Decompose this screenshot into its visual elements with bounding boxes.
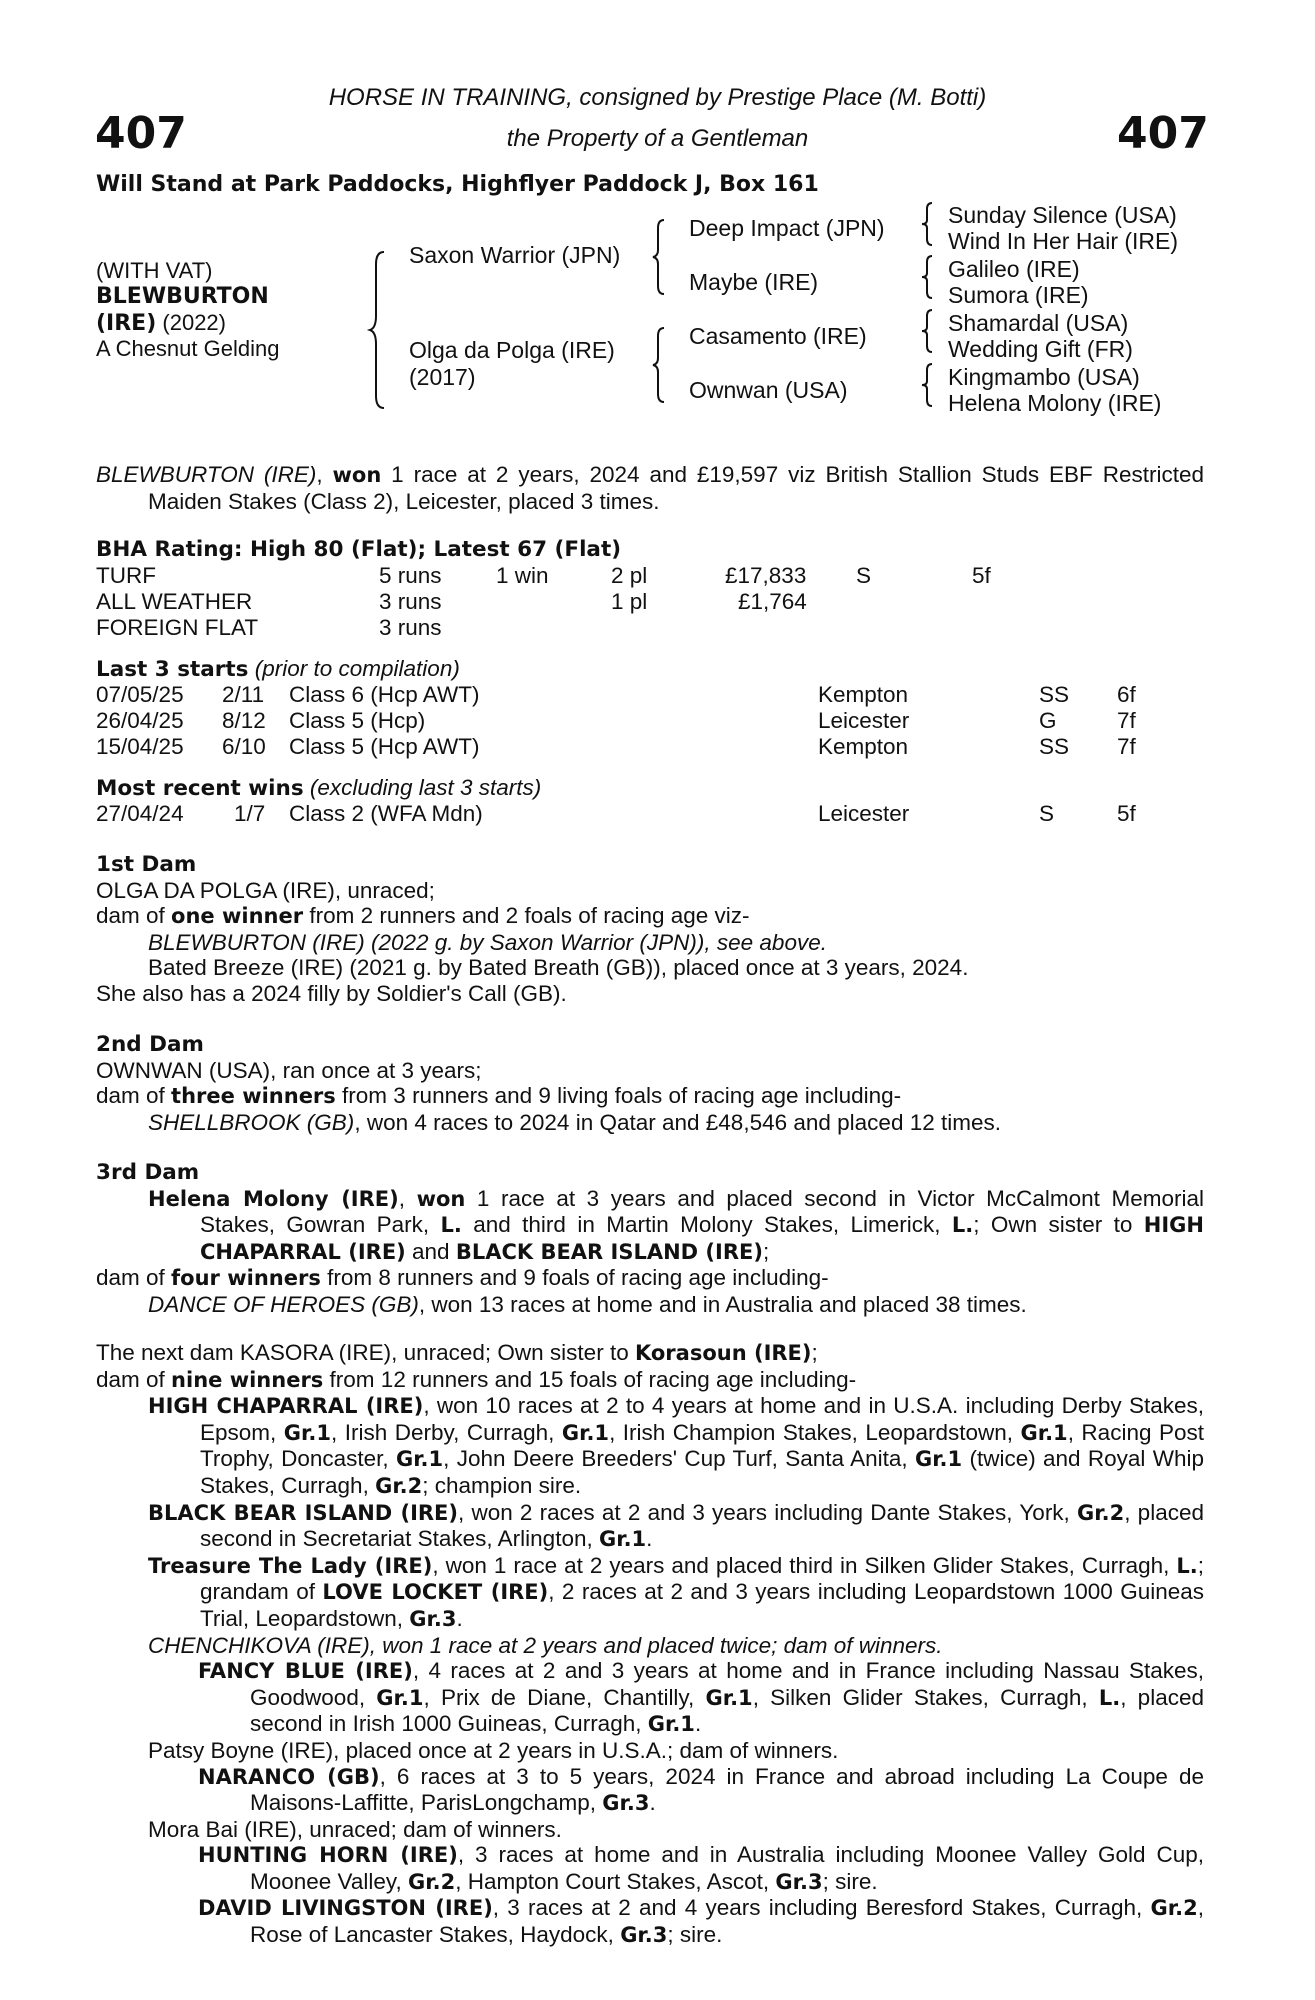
second-dam-line1: OWNWAN (USA), ran once at 3 years;	[96, 1057, 482, 1083]
produce-high-chaparral	[96, 1393, 1204, 1499]
group-label: Gr.1	[376, 1685, 424, 1710]
consignor-line: HORSE IN TRAINING, consigned by Prestige Place (M. Botti)	[328, 84, 987, 111]
start-date: 07/05/25	[96, 682, 184, 707]
group-label: Gr.3	[775, 1869, 823, 1894]
pedigree-brace-g1	[921, 201, 935, 247]
group-label: Gr.1	[561, 1420, 610, 1445]
group-label: Gr.2	[375, 1473, 423, 1498]
group-label: Gr.1	[395, 1447, 444, 1472]
record-text: ; sire.	[822, 1868, 878, 1894]
first-dam-winners: one winner	[171, 904, 304, 929]
third-dam-section	[96, 1160, 1204, 1318]
record-text: ;	[762, 1238, 770, 1264]
produce-name: SHELLBROOK (GB)	[148, 1109, 355, 1135]
pedigree-brace-g3	[921, 308, 935, 354]
first-dam-line2	[96, 903, 1204, 930]
start-distance: 7f	[1117, 734, 1136, 759]
pedigree-brace-main	[368, 250, 388, 410]
record-text: ;	[811, 1340, 818, 1365]
third-dam-title: 3rd Dam	[96, 1160, 200, 1185]
pedigree-g2: Wind In Her Hair (IRE)	[948, 228, 1179, 254]
record-text: , Rose of Lancaster Stakes, Haydock,	[250, 1895, 1204, 1948]
record-text: , Irish Champion Stakes, Leopardstown,	[609, 1419, 1021, 1445]
record-prize: £17,833	[725, 563, 807, 588]
group-label: Gr.3	[602, 1791, 650, 1816]
sibling-name: Korasoun (IRE)	[634, 1341, 812, 1365]
third-dam-line2-rest: from 8 runners and 9 foals of racing age including-	[320, 1265, 829, 1291]
third-dam-record: Helena Molony (IRE), won 1 race at 3 years and placed second in Victor McCalmont Memorial Stakes, Gowran Park, L. and third in Martin Molony Stakes, Limerick, L.; Own sister to HIGH CHAPARRAL (IRE) and BLACK BEAR ISLAND (IRE);	[148, 1185, 1204, 1264]
horse-name: BLEWBURTON	[96, 284, 269, 309]
first-dam-produce2: Bated Breeze (IRE) (2021 g. by Bated Breath (GB)), placed once at 3 years, 2024.	[148, 955, 969, 981]
second-dam-produce1	[96, 1110, 1204, 1136]
record-text: ; champion sire.	[422, 1472, 582, 1498]
recent-wins-title: Most recent wins	[96, 776, 304, 801]
win-position: 1/7	[234, 801, 266, 826]
pedigree-brace-sire	[652, 218, 668, 296]
first-dam-section	[96, 852, 1204, 1007]
record-row-foreign-flat	[96, 615, 1206, 641]
group-label: Gr.1	[283, 1420, 331, 1445]
produce-text: , won 13 races at home and in Australia and placed 38 times.	[418, 1291, 1027, 1317]
next-dam-line2	[96, 1367, 1204, 1394]
group-label: Gr.1	[705, 1685, 753, 1710]
first-dam-line1: OLGA DA POLGA (IRE), unraced;	[96, 877, 435, 903]
start-course: Kempton	[818, 682, 909, 707]
pedigree-g3: Galileo (IRE)	[948, 256, 1080, 282]
record-placed: 2 pl	[611, 563, 648, 588]
record-surface: TURF	[96, 563, 156, 588]
start-class: Class 5 (Hcp AWT)	[289, 734, 480, 759]
last-starts-note: (prior to compilation)	[254, 656, 460, 681]
group-label: Gr.2	[408, 1869, 456, 1894]
first-dam-line2-rest: from 2 runners and 2 foals of racing age viz-	[303, 903, 750, 929]
produce-text: , won 4 races to 2024 in Qatar and £48,546 and placed 12 times.	[354, 1109, 1001, 1135]
second-dam-winners: three winners	[171, 1084, 336, 1109]
start-distance: 7f	[1117, 708, 1136, 733]
start-course: Leicester	[818, 708, 910, 733]
record-row-all-weather	[96, 589, 1206, 615]
pedigree-g4: Sumora (IRE)	[948, 282, 1089, 308]
pedigree-g6: Wedding Gift (FR)	[948, 336, 1133, 362]
third-dam-line2	[96, 1265, 1204, 1292]
record-row-turf	[96, 563, 1206, 589]
listed-label: L.	[1098, 1685, 1121, 1710]
group-label: Gr.2	[1150, 1896, 1198, 1921]
group-label: Gr.1	[914, 1447, 963, 1472]
second-dam-title: 2nd Dam	[96, 1032, 204, 1057]
start-date: 15/04/25	[96, 734, 184, 759]
record-text: , Racing Post Trophy, Doncaster,	[200, 1419, 1204, 1472]
pedigree-dam-sire: Casamento (IRE)	[689, 323, 867, 349]
third-dam-produce1	[96, 1292, 1204, 1318]
last-starts-heading	[96, 656, 460, 682]
horse-year: (2022)	[162, 310, 226, 335]
record-text: , John Deere Breeders' Cup Turf, Santa Anita,	[443, 1446, 915, 1472]
win-row	[96, 801, 1206, 827]
produce-fancy-blue	[96, 1658, 1204, 1738]
pedigree-brace-g4	[921, 362, 935, 408]
record-text: , won 2 races at 2 and 3 years including Dante Stakes, York,	[458, 1499, 1078, 1525]
record-text: , won 10 races at 2 to 4 years at home and in U.S.A. including Derby Stakes, Epsom,	[200, 1393, 1204, 1445]
record-text: , Prix de Diane, Chantilly,	[423, 1684, 706, 1710]
produce-hunting-horn	[96, 1842, 1204, 1895]
produce-david-livingston	[96, 1895, 1204, 1948]
dam-of-label: dam of	[96, 1083, 172, 1109]
win-distance: 5f	[1117, 801, 1136, 826]
pedigree-sire-dam: Maybe (IRE)	[689, 269, 819, 295]
record-text: 1 race at 3 years and placed second in Victor McCalmont Memorial Stakes, Gowran Park,	[200, 1185, 1204, 1238]
sibling-name: HIGH CHAPARRAL (IRE)	[200, 1213, 1204, 1264]
record-distance: 5f	[972, 563, 991, 588]
produce-black-bear-island	[96, 1500, 1204, 1553]
group-label: Gr.1	[1020, 1420, 1068, 1445]
start-course: Kempton	[818, 734, 909, 759]
record-text: , won 1 race at 2 years and placed third in Silken Glider Stakes, Curragh,	[432, 1552, 1177, 1578]
vat-note: (WITH VAT)	[96, 258, 213, 283]
start-date: 26/04/25	[96, 708, 184, 733]
record-text: (twice) and Royal Whip Stakes, Curragh,	[200, 1446, 1204, 1498]
record-text: , 4 races at 2 and 3 years at home and in France including Nassau Stakes, Goodwood,	[250, 1658, 1204, 1710]
record-text: ; Own sister to	[973, 1212, 1144, 1238]
start-row	[96, 682, 1206, 708]
record-text: ; grandam of	[200, 1552, 1204, 1605]
first-dam-title: 1st Dam	[96, 852, 197, 877]
next-dam-section	[96, 1340, 1204, 1949]
win-course: Leicester	[818, 801, 910, 826]
record-text: , placed second in Irish 1000 Guineas, Curragh,	[250, 1684, 1204, 1737]
third-dam-name: Helena Molony (IRE)	[148, 1186, 399, 1211]
produce-name: FANCY BLUE (IRE)	[198, 1659, 413, 1684]
race-summary: BLEWBURTON (IRE), won 1 race at 2 years, 2024 and £19,597 viz British Stallion Studs EBF Restricted Maiden Stakes (Class 2), Leicester, placed 3 times.	[96, 462, 1204, 514]
record-text: , 3 races at home and in Australia including Moonee Valley Gold Cup, Moonee Valley,	[250, 1842, 1204, 1894]
produce-name: LOVE LOCKET (IRE)	[322, 1580, 549, 1605]
record-prize: £1,764	[738, 589, 807, 614]
pedigree-g8: Helena Molony (IRE)	[948, 390, 1162, 416]
record-text: and	[405, 1238, 456, 1264]
start-row	[96, 734, 1206, 760]
lot-number-right: 407	[1117, 108, 1209, 159]
win-class: Class 2 (WFA Mdn)	[289, 801, 483, 826]
second-dam-section	[96, 1032, 1204, 1135]
listed-label: L.	[1176, 1553, 1198, 1578]
listed-label: L.	[951, 1213, 974, 1238]
start-position: 2/11	[222, 682, 265, 707]
record-surface: FOREIGN FLAT	[96, 615, 259, 640]
pedigree-sire-sire: Deep Impact (JPN)	[689, 215, 885, 241]
record-text: , 2 races at 2 and 3 years including Leopardstown 1000 Guineas Trial, Leopardstown,	[200, 1579, 1204, 1631]
produce-name: DANCE OF HEROES (GB)	[148, 1291, 419, 1317]
record-going: S	[856, 563, 872, 588]
record-runs: 5 runs	[379, 563, 442, 588]
lot-number-left: 407	[95, 108, 187, 159]
first-dam-produce1: BLEWBURTON (IRE) (2022 g. by Saxon Warrior (JPN)), see above.	[148, 929, 827, 955]
record-runs: 3 runs	[379, 589, 442, 614]
record-text: The next dam KASORA (IRE), unraced; Own sister to	[96, 1340, 635, 1365]
horse-origin	[96, 310, 226, 336]
pedigree-sire: Saxon Warrior (JPN)	[409, 242, 621, 268]
pedigree-brace-dam	[652, 326, 668, 404]
record-text: , 6 races at 3 to 5 years, 2024 in France and abroad including La Coupe de Maisons-Laffitte, ParisLongchamp,	[250, 1763, 1205, 1816]
third-dam-won: won	[416, 1186, 466, 1211]
first-dam-also: She also has a 2024 filly by Soldier's Call (GB).	[96, 980, 567, 1006]
summary-name: BLEWBURTON (IRE)	[96, 462, 317, 487]
stand-location: Will Stand at Park Paddocks, Highflyer Paddock J, Box 161	[96, 172, 819, 197]
dam-of-label: dam of	[96, 1366, 172, 1392]
summary-won: won	[332, 463, 382, 487]
pedigree-brace-g2	[921, 254, 935, 300]
record-text: , Hampton Court Stakes, Ascot,	[455, 1868, 776, 1894]
record-text: .	[649, 1790, 656, 1816]
pedigree-g7: Kingmambo (USA)	[948, 364, 1140, 390]
summary-text: 1 race at 2 years, 2024 and £19,597 viz British Stallion Studs EBF Restricted Maiden Stakes (Class 2), Leicester, placed 3 times.	[148, 462, 1204, 514]
start-distance: 6f	[1117, 682, 1136, 707]
group-label: Gr.3	[620, 1923, 668, 1948]
start-class: Class 5 (Hcp)	[289, 708, 426, 733]
next-dam-intro	[96, 1340, 1204, 1367]
pedigree-dam: Olga da Polga (IRE)	[409, 337, 615, 363]
dam-of-label: dam of	[96, 903, 172, 929]
pedigree-g5: Shamardal (USA)	[948, 310, 1129, 336]
record-text: .	[646, 1526, 653, 1552]
start-going: SS	[1039, 734, 1070, 759]
produce-name: HIGH CHAPARRAL (IRE)	[148, 1394, 424, 1419]
horse-country: (IRE)	[96, 311, 157, 336]
next-dam-winners: nine winners	[171, 1367, 324, 1392]
record-text: and third in Martin Molony Stakes, Limerick,	[461, 1212, 952, 1238]
produce-treasure-the-lady	[96, 1553, 1204, 1633]
produce-name: BLACK BEAR ISLAND (IRE)	[148, 1500, 458, 1525]
property-line: the Property of a Gentleman	[506, 125, 809, 152]
start-position: 8/12	[222, 708, 266, 733]
recent-wins-heading	[96, 775, 541, 801]
start-going: G	[1039, 708, 1057, 733]
win-date: 27/04/24	[96, 801, 184, 826]
sibling-name: BLACK BEAR ISLAND (IRE)	[455, 1239, 763, 1264]
pedigree-dam-year: (2017)	[409, 364, 476, 390]
horse-description: A Chesnut Gelding	[96, 336, 280, 361]
start-position: 6/10	[222, 734, 266, 759]
produce-name: HUNTING HORN (IRE)	[198, 1843, 458, 1868]
group-label: Gr.2	[1077, 1500, 1125, 1525]
bha-rating-title: BHA Rating: High 80 (Flat); Latest 67 (Flat)	[96, 537, 622, 562]
next-dam-line2-rest: from 12 runners and 15 foals of racing age including-	[323, 1366, 857, 1392]
record-surface: ALL WEATHER	[96, 589, 253, 614]
recent-wins-note: (excluding last 3 starts)	[309, 775, 542, 800]
second-dam-line2-rest: from 3 runners and 9 living foals of racing age including-	[335, 1083, 902, 1109]
produce-name: NARANCO (GB)	[198, 1764, 380, 1789]
record-wins: 1 win	[496, 563, 549, 588]
record-text: , 3 races at 2 and 4 years including Beresford Stakes, Curragh,	[492, 1895, 1151, 1921]
produce-mora-bai: Mora Bai (IRE), unraced; dam of winners.	[148, 1816, 562, 1842]
third-dam-winners: four winners	[171, 1266, 321, 1291]
record-runs: 3 runs	[379, 615, 442, 640]
record-text: ; sire.	[667, 1922, 723, 1948]
record-text: , placed second in Secretariat Stakes, Arlington,	[200, 1499, 1204, 1552]
record-placed: 1 pl	[611, 589, 648, 614]
win-going: S	[1039, 801, 1055, 826]
dam-of-label: dam of	[96, 1265, 172, 1291]
group-label: Gr.3	[409, 1606, 457, 1631]
record-text: .	[694, 1711, 702, 1737]
start-going: SS	[1039, 682, 1070, 707]
pedigree-dam-dam: Ownwan (USA)	[689, 377, 848, 403]
group-label: Gr.1	[647, 1712, 695, 1737]
produce-name: Treasure The Lady (IRE)	[148, 1553, 433, 1578]
listed-label: L.	[440, 1213, 462, 1238]
start-row	[96, 708, 1206, 734]
group-label: Gr.1	[598, 1527, 647, 1552]
last-starts-title: Last 3 starts	[96, 657, 249, 682]
produce-naranco	[96, 1764, 1204, 1817]
record-text: , Silken Glider Stakes, Curragh,	[752, 1684, 1099, 1710]
produce-patsy-boyne: Patsy Boyne (IRE), placed once at 2 years in U.S.A.; dam of winners.	[148, 1737, 839, 1763]
pedigree-g1: Sunday Silence (USA)	[948, 202, 1177, 228]
record-text: .	[456, 1605, 463, 1631]
produce-chenchikova: CHENCHIKOVA (IRE), won 1 race at 2 years and placed twice; dam of winners.	[148, 1632, 943, 1658]
start-class: Class 6 (Hcp AWT)	[289, 682, 480, 707]
second-dam-line2	[96, 1083, 1204, 1110]
record-text: , Irish Derby, Curragh,	[330, 1419, 562, 1445]
produce-name: DAVID LIVINGSTON (IRE)	[198, 1896, 493, 1921]
